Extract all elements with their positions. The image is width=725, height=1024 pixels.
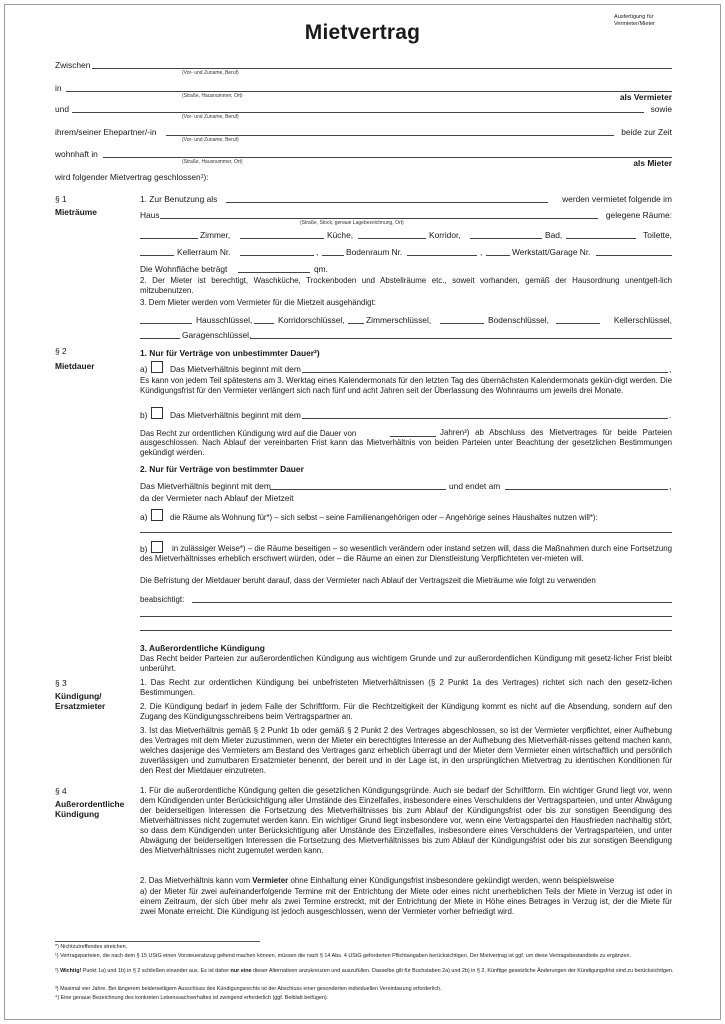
label-beide-zeit: beide zur Zeit bbox=[621, 127, 672, 137]
rooms-count-field[interactable] bbox=[140, 238, 198, 239]
attic-keys-field[interactable] bbox=[440, 323, 484, 324]
footnote-2 bbox=[55, 968, 675, 975]
label-zimmer: Zimmer, bbox=[200, 230, 231, 240]
cellar-number-field[interactable] bbox=[240, 255, 314, 256]
fn2-bold1: Wichtig! bbox=[60, 968, 82, 974]
end-date-2-field[interactable] bbox=[505, 489, 668, 490]
intended-use-field-1[interactable] bbox=[192, 602, 672, 603]
checkbox-1b[interactable] bbox=[151, 407, 163, 419]
toilet-count-field[interactable] bbox=[566, 238, 636, 239]
label-wohnflaeche: Die Wohnfläche beträgt bbox=[140, 264, 228, 274]
s2-2-beginnt: Das Mietverhältnis beginnt mit dem bbox=[140, 481, 271, 491]
comma-1b: . bbox=[669, 410, 672, 420]
label-kellerraum: Kellerraum Nr. bbox=[177, 247, 231, 257]
label-haus: Haus bbox=[140, 210, 160, 220]
s2-heading-1: 1. Nur für Verträge von unbestimmter Dauer²) bbox=[140, 348, 320, 358]
s2-2-label-b: b) bbox=[140, 544, 148, 554]
comma-2: , bbox=[669, 481, 672, 491]
hint-name-1: (Vor- und Zuname, Beruf) bbox=[182, 70, 239, 76]
s2-1a-beginnt: Das Mietverhältnis beginnt mit dem bbox=[170, 364, 301, 374]
label-gelegene-raeume: gelegene Räume: bbox=[605, 210, 672, 220]
s2-befristung: Die Befristung der Mietdauer beruht darauf, dass der Vermieter nach Ablauf der Vertragszeit die Mieträume wie folgt zu verwenden bbox=[140, 576, 596, 585]
label-als-vermieter: als Vermieter bbox=[619, 92, 672, 102]
s2-label-a: a) bbox=[140, 364, 148, 374]
other-keys-field[interactable] bbox=[250, 338, 672, 339]
checkbox-1a[interactable] bbox=[151, 361, 163, 373]
document-title: Mietvertrag bbox=[304, 21, 421, 44]
tenant-name-field[interactable] bbox=[72, 112, 644, 113]
s4-paragraph-2-intro bbox=[140, 876, 672, 886]
label-hausschluessel: Hausschlüssel, bbox=[196, 315, 253, 325]
start-date-2-field[interactable] bbox=[270, 489, 446, 490]
label-qm: qm. bbox=[314, 264, 328, 274]
contract-intro: wird folgender Mietvertrag geschlossen¹): bbox=[55, 172, 209, 182]
corridor-count-field[interactable] bbox=[358, 238, 426, 239]
label-werkstatt: Werkstatt/Garage Nr. bbox=[512, 247, 591, 257]
s2-1b-beginnt: Das Mietverhältnis beginnt mit dem bbox=[170, 410, 301, 420]
house-field[interactable] bbox=[160, 218, 598, 219]
garage-count-field[interactable] bbox=[486, 255, 510, 256]
kitchen-count-field[interactable] bbox=[240, 238, 324, 239]
s2-heading-3: 3. Außerordentliche Kündigung bbox=[140, 643, 265, 653]
bath-count-field[interactable] bbox=[470, 238, 542, 239]
footnote-separator bbox=[55, 941, 260, 942]
landlord-address-field[interactable] bbox=[66, 91, 672, 92]
footnote-3: ³) Maximal vier Jahre. Bei längerem beiderseitigem Ausschluss des Kündigungsrechts ist der Abschluss einer gesonderten individuellen Vereinbarung erforderlich. bbox=[55, 986, 442, 992]
garage-number-field[interactable] bbox=[596, 255, 672, 256]
s2-2-da: da der Vermieter nach Ablauf der Mietzeit bbox=[140, 493, 294, 503]
attic-count-field[interactable] bbox=[322, 255, 344, 256]
intended-use-field-2[interactable] bbox=[140, 616, 672, 617]
section-3-name: Kündigung/ Ersatzmieter bbox=[55, 691, 106, 711]
comma-1: , bbox=[316, 247, 319, 257]
s1-usage-suffix: werden vermietet folgende im bbox=[562, 194, 672, 204]
s2-label-b: b) bbox=[140, 410, 148, 420]
s4-p2-b: ohne Einhaltung einer Kündigungsfrist insbesondere gekündigt werden, wenn beispielsweise bbox=[288, 876, 615, 885]
house-keys-field[interactable] bbox=[140, 323, 192, 324]
label-als-mieter: als Mieter bbox=[633, 158, 672, 168]
label-kueche: Küche, bbox=[327, 230, 354, 240]
s3-paragraph-3: 3. Ist das Mietverhältnis gemäß § 2 Punkt 1b oder gemäß § 2 Punkt 2 des Vertrages abgeschlossen, so ist der Vermieter verpflichtet, einer Aufhebung des Vertrages mit dem Mieter zuzustimmen, wenn der Mieter ein berechtigtes Interesse an der Aufhebung des Mietverhält-nisses geltend machen kann, welches dasjenige des Vermieters am Bestand des Vertrages ganz erheblich überragt und der Mieter dem Vermieter einen wirtschaftlich und persönlich zuverlässigen und zumutbaren Ersatzmieter benennt, der bereit und in der Lage ist, in den ursprünglichen Mietvertrag zu identischen Konditionen für den Rest der Mietdauer einzutreten. bbox=[140, 726, 672, 775]
label-sowie: sowie bbox=[650, 104, 672, 114]
section-2-name: Mietdauer bbox=[55, 361, 95, 371]
landlord-name-field[interactable] bbox=[92, 68, 672, 69]
s4-paragraph-1-text: 1. Für die außerordentliche Kündigung gelten die gesetzlichen Kündigungsgründe. Auch sie bedarf der Schriftform. Ein wichtiger Grund liegt vor, wenn dem Kündigenden unter Berücksichtigung aller Umstände des Einzelfalles, insbesondere eines Verschuldens der Vertragsparteien, und unter Abwägung der beiderseitigen Interessen die Fortsetzung des Mietverhältnisses bis zum Ablauf der Kündigungsfrist oder bis zur sonstigen Beendigung des Mietverhältnisses nicht zugemutet werden kann. Ein wichtiger Grund liegt insbesondere vor, wenn eine Vertragspartei den Hausfrieden nachhaltig stört, so dass dem Kündigenden unter Berücksichtigung aller Umstände des Einzelfalles, insbesondere eines Verschuldens der Vertragsparteien, und unter Abwägung der beiderseitigen Interessen die Fortsetzung des Mietverhältnisses bis zum Ablauf der Kündigungsfrist oder bis zur sonstigen Beendigung des Mietverhältnisses nicht zugemutet werden kann. bbox=[140, 786, 672, 855]
label-korridorschluessel: Korridorschlüssel, bbox=[278, 315, 345, 325]
start-date-1b-field[interactable] bbox=[302, 418, 668, 419]
section-3-number: § 3 bbox=[55, 678, 67, 688]
s2-3-text: Das Recht beider Parteien zur außerordentlichen Kündigung aus wichtigem Grunde und zur außerordentlichen Kündigung mit gesetz-licher Frist bleibt unberührt. bbox=[140, 654, 672, 673]
s1-paragraph-3: 3. Dem Mieter werden vom Vermieter für die Mietzeit ausgehändigt: bbox=[140, 298, 376, 307]
section-4-name: Außerordentliche Kündigung bbox=[55, 799, 125, 819]
s2-2b-text: in zulässiger Weise*) – die Räume beseitigen – so wesentlich verändern oder instand setzen will, dass die Maßnahmen durch eine Fortsetzung des Mietverhältnisses erheblich erschwert würden, oder – die Räume an einen zur Dienstleistung Verpflichteten ver-mieten will. bbox=[140, 544, 672, 563]
s2-2-endet: und endet am bbox=[449, 481, 501, 491]
start-date-1a-field[interactable] bbox=[302, 372, 668, 373]
comma-2: , bbox=[480, 247, 483, 257]
cellar-keys-field[interactable] bbox=[556, 323, 600, 324]
cellar-count-field[interactable] bbox=[140, 255, 174, 256]
s2-2a-text: die Räume als Wohnung für*) – sich selbst – seine Familienangehörigen oder – Angehörige seines Haushaltes nutzen will*): bbox=[170, 513, 598, 522]
fn2-bold2: nur eine bbox=[230, 968, 252, 974]
footnote-4: ⁴) Eine genaue Bezeichnung des konkreten Lebenssachverhaltes ist zwingend erforderlich (ggf. Beiblatt beifügen). bbox=[55, 995, 329, 1001]
hint-address-1: (Straße, Hausnummer, Ort) bbox=[182, 93, 243, 99]
usage-field[interactable] bbox=[226, 202, 548, 203]
s2-beabsichtigt: beabsichtigt: bbox=[140, 595, 185, 604]
corridor-keys-field[interactable] bbox=[254, 323, 274, 324]
label-korridor: Korridor, bbox=[429, 230, 461, 240]
s2-2-label-a: a) bbox=[140, 512, 148, 522]
footnote-star: *) Nichtzutreffendes streichen. bbox=[55, 944, 128, 950]
label-und: und bbox=[55, 104, 69, 114]
fn2-b: Punkt 1a) und 1b) in § 2 schließen einander aus. Es ist daher bbox=[81, 968, 231, 974]
hint-name-2: (Vor- und Zuname, Beruf) bbox=[182, 114, 239, 120]
label-zwischen: Zwischen bbox=[55, 60, 91, 70]
s4-p2-a: 2. Das Mietverhältnis kann vom bbox=[140, 876, 253, 885]
s2-1a-text: Es kann von jedem Teil spätestens am 3. Werktag eines Kalendermonats für den letzten Tag des übernächsten Kalendermonats gekün-digt werden. Die Kündigungsfrist für den Vermieter verlängert sich nach fünf und acht Jahren seit der Überlassung des Wohnraums um jeweils drei Monate. bbox=[140, 376, 672, 395]
s3-paragraph-2: 2. Die Kündigung bedarf in jedem Falle der Schriftform. Für die Rechtzeitigkeit der Kündigung kommt es nicht auf die Absendung, sondern auf den Zugang des Kündigungsschreibens beim Vertragspartner an. bbox=[140, 702, 672, 721]
label-garagenschluessel: Garagenschlüssel, bbox=[182, 330, 252, 340]
section-4-number: § 4 bbox=[55, 786, 67, 796]
tenant-address-field[interactable] bbox=[103, 157, 672, 158]
label-zimmerschluessel: Zimmerschlüssel, bbox=[366, 315, 432, 325]
hint-house: (Straße, Stock, genaue Lagebezeichnung, Ort) bbox=[300, 220, 404, 226]
section-1-number: § 1 bbox=[55, 194, 67, 204]
s4-paragraph-1 bbox=[140, 786, 672, 856]
fn2-c: dieser Alternativen anzukreuzen und auszufüllen. Dasselbe gilt für Buchstaben 2a) und 2b) in § 2. Künftige gesetzliche Änderungen der Kündigungsfrist sind zu berücksichtigen. bbox=[251, 968, 674, 974]
label-bad: Bad, bbox=[545, 230, 563, 240]
label-toilette: Toilette, bbox=[643, 230, 672, 240]
hint-name-3: (Vor- und Zuname, Beruf) bbox=[182, 137, 239, 143]
fn2-a: ²) bbox=[55, 968, 61, 974]
s2-heading-2: 2. Nur für Verträge von bestimmter Dauer bbox=[140, 464, 304, 474]
label-bodenraum: Bodenraum Nr. bbox=[346, 247, 403, 257]
section-1-name: Mieträume bbox=[55, 207, 97, 217]
s2-1b-text-start: Das Recht zur ordentlichen Kündigung wird auf die Dauer von bbox=[140, 429, 357, 438]
intended-use-field-3[interactable] bbox=[140, 630, 672, 631]
checkbox-2a[interactable] bbox=[151, 509, 163, 521]
comma-1a: , bbox=[669, 364, 672, 374]
s4-paragraph-2-text: a) der Mieter für zwei aufeinanderfolgende Termine mit der Entrichtung der Miete oder eines nicht unerheblichen Teils der Miete in Verzug ist oder in einem Zeitraum, der sich über mehr als zwei Termine erstreckt, mit der Entrichtung der Miete in Höhe eines Betrages in Verzug ist, der die Miete für zwei Monate erreicht. Die Kündigung ist jedoch ausgeschlossen, wenn der Vermieter vorher befriedigt wird. bbox=[140, 887, 672, 916]
label-wohnhaft: wohnhaft in bbox=[55, 149, 98, 159]
garage-keys-field[interactable] bbox=[140, 338, 180, 339]
label-bodenschluessel: Bodenschlüssel, bbox=[488, 315, 549, 325]
s3-paragraph-1: 1. Das Recht zur ordentlichen Kündigung bei unbefristeten Mietverhältnissen (§ 2 Punkt 1a des Vertrages) richtet sich nach den gesetz-lichen Bestimmungen. bbox=[140, 678, 672, 697]
room-keys-field[interactable] bbox=[348, 323, 364, 324]
s2-2a-reason-field[interactable] bbox=[140, 532, 672, 533]
s1-usage-label: 1. Zur Benutzung als bbox=[140, 194, 218, 204]
footnote-1: ¹) Vertragsparteien, die nach dem § 15 UStG einen Vorsteuerabzug geltend machen können, müssen die nach § 14 Abs. 4 UStG geforderten Pflichtangaben berücksichtigen. Der Mietvertrag ist ggf. um diese Vertragsbestandteile zu ergänzen. bbox=[55, 953, 631, 959]
hint-address-2: (Straße, Hausnummer, Ort) bbox=[182, 159, 243, 165]
label-kellerschluessel: Kellerschlüssel, bbox=[613, 315, 672, 325]
living-area-field[interactable] bbox=[238, 272, 310, 273]
label-partner: ihrem/seiner Ehepartner/-in bbox=[55, 127, 157, 137]
attic-number-field[interactable] bbox=[407, 255, 477, 256]
s2-1b-text: Jahren³) ab Abschluss des Mietvertrages für beide Parteien ausgeschlossen. Nach Ablauf der vereinbarten Frist kann das Mietverhältnis von beiden Parteien unter Beachtung der gesetzlichen Bestimmungen gekündigt werden. bbox=[140, 428, 672, 457]
s4-p2-bold: Vermieter bbox=[252, 876, 289, 885]
partner-name-field[interactable] bbox=[166, 135, 614, 136]
label-in: in bbox=[55, 83, 62, 93]
copy-note: Ausfertigung für Vermieter/Mieter bbox=[614, 14, 656, 27]
s1-paragraph-2: 2. Der Mieter ist berechtigt, Waschküche, Trockenboden und Abstellräume etc., soweit vorhanden, gemäß der Hausordnung unentgelt-lich mitzubenutzen. bbox=[140, 276, 672, 295]
section-2-number: § 2 bbox=[55, 346, 67, 356]
